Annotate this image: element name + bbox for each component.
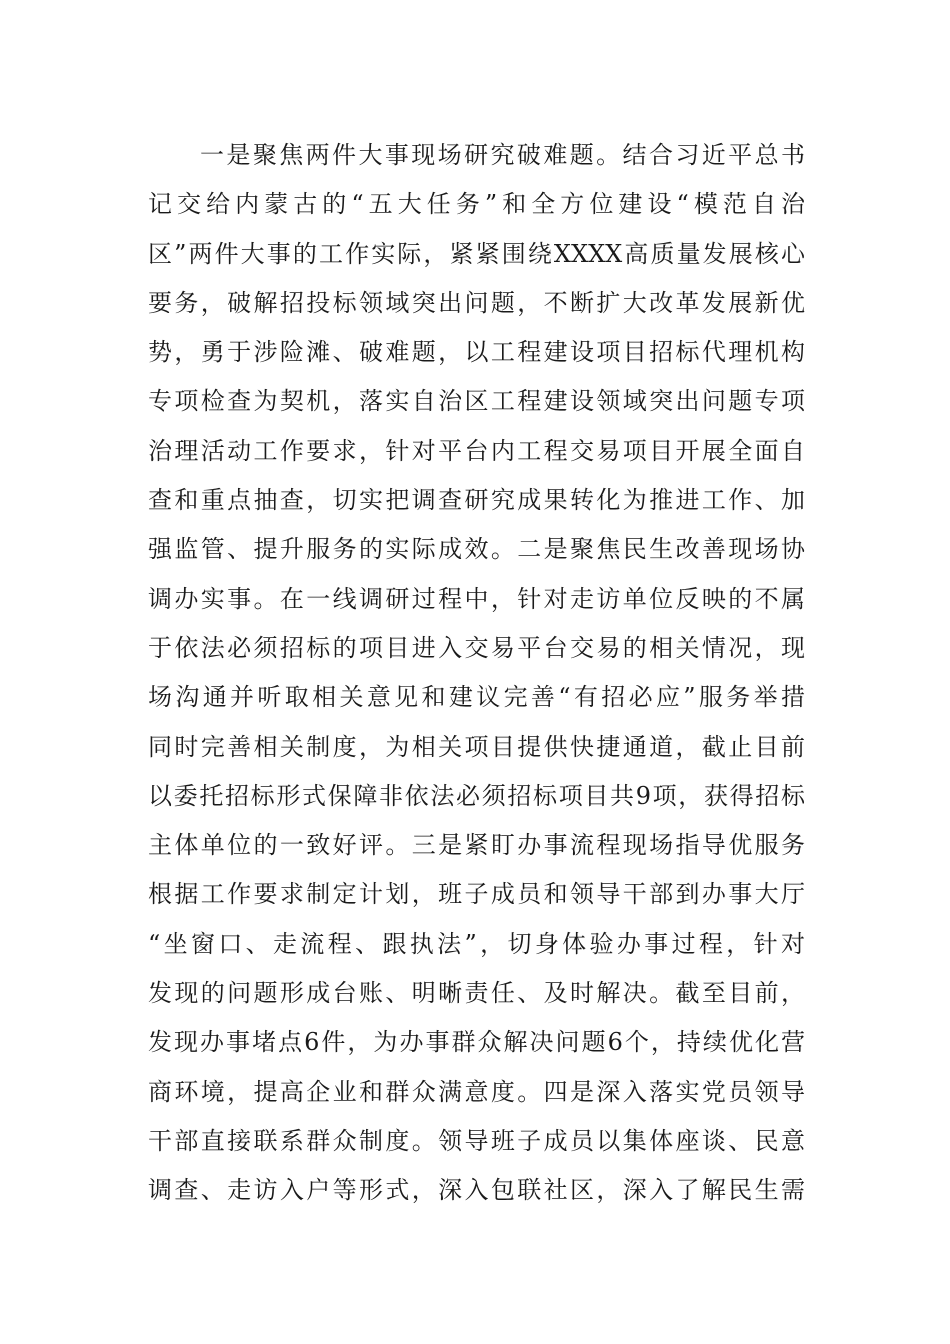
text-line: 势，勇于涉险滩、破难题，以工程建设项目招标代理机构 (148, 338, 805, 367)
text-line: 查和重点抽查，切实把调查研究成果转化为推进工作、加 (148, 486, 805, 515)
text-line: 要务，破解招投标领域突出问题，不断扩大改革发展新优 (148, 288, 805, 317)
text-line: 商环境，提高企业和群众满意度。四是深入落实党员领导 (148, 1077, 805, 1106)
text-line: 调查、走访入户等形式，深入包联社区，深入了解民生需 (148, 1176, 805, 1205)
text-line: “坐窗口、走流程、跟执法”，切身体验办事过程，针对 (148, 929, 805, 958)
text-line: 同时完善相关制度，为相关项目提供快捷通道，截止目前 (148, 732, 805, 761)
text-line: 一是聚焦两件大事现场研究破难题。结合习近平总书 (200, 141, 805, 169)
text-line: 根据工作要求制定计划，班子成员和领导干部到办事大厅 (148, 880, 805, 909)
text-line: 发现办事堵点6件，为办事群众解决问题6个，持续优化营 (148, 1028, 805, 1057)
text-line: 发现的问题形成台账、明晰责任、及时解决。截至目前， (148, 979, 805, 1008)
text-line: 强监管、提升服务的实际成效。二是聚焦民生改善现场协 (148, 535, 805, 564)
text-line: 主体单位的一致好评。三是紧盯办事流程现场指导优服务 (148, 831, 805, 860)
text-line: 治理活动工作要求，针对平台内工程交易项目开展全面自 (148, 436, 805, 465)
text-line: 以委托招标形式保障非依法必须招标项目共9项，获得招标 (148, 781, 805, 810)
text-line: 干部直接联系群众制度。领导班子成员以集体座谈、民意 (148, 1126, 805, 1155)
body-paragraph (148, 131, 805, 1216)
text-line: 场沟通并听取相关意见和建议完善“有招必应”服务举措 (148, 683, 805, 712)
text-line: 调办实事。在一线调研过程中，针对走访单位反映的不属 (148, 584, 805, 613)
text-line: 于依法必须招标的项目进入交易平台交易的相关情况，现 (148, 633, 805, 662)
text-line: 记交给内蒙古的“五大任务”和全方位建设“模范自治 (148, 190, 805, 219)
text-line: 区”两件大事的工作实际，紧紧围绕XXXX高质量发展核心 (148, 239, 805, 268)
text-line: 专项检查为契机，落实自治区工程建设领域突出问题专项 (148, 387, 805, 416)
